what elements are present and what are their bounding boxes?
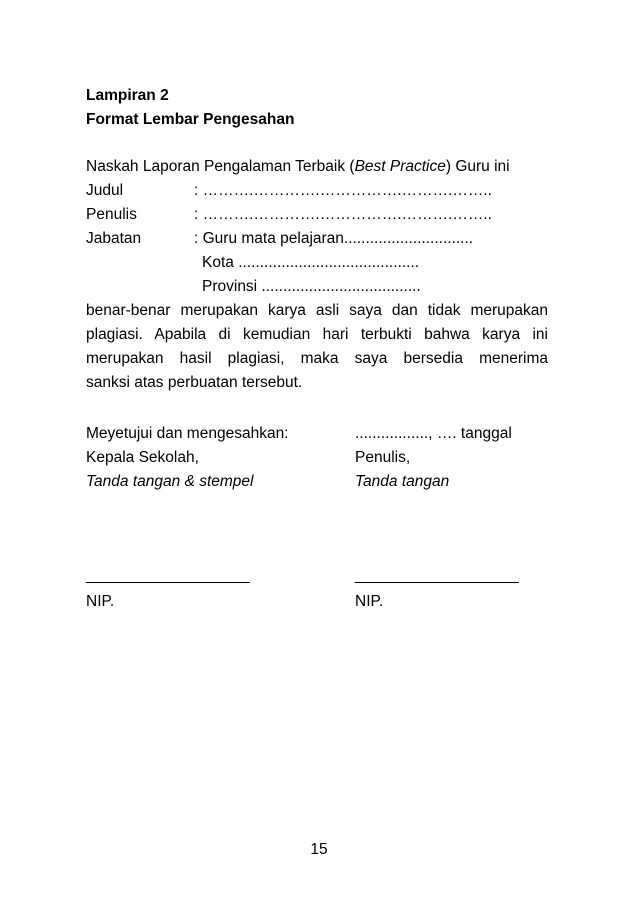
statement-line-3: merupakan hasil plagiasi, maka saya bersedia menerima (86, 350, 548, 367)
intro-text-before: Naskah Laporan Pengalaman Terbaik ( (86, 158, 355, 175)
statement-line-2: plagiasi. Apabila di kemudian hari terbukti bahwa karya ini (86, 326, 548, 343)
field-penulis (86, 205, 492, 225)
jabatan-label: Jabatan (86, 230, 142, 247)
judul-label: Judul (86, 182, 124, 199)
field-judul (86, 181, 492, 201)
author-role: Penulis, (355, 449, 411, 466)
form-subtitle: Format Lembar Pengesahan (86, 111, 295, 128)
intro-line (86, 157, 510, 177)
field-jabatan (86, 229, 473, 249)
statement-line-1: benar-benar merupakan karya asli saya dan tidak merupakan (86, 302, 548, 319)
jabatan-value: : Guru mata pelajaran.............................. (194, 230, 474, 247)
judul-value: : ……….………….…………….……….…….. (194, 182, 492, 199)
place-date: ................., …. tanggal (355, 425, 512, 442)
author-signature-line: ___________________ (355, 567, 519, 584)
intro-text-after: ) Guru ini (445, 158, 510, 175)
principal-signature-line: ___________________ (86, 567, 250, 584)
statement-line-4: sanksi atas perbuatan tersebut. (86, 374, 303, 391)
author-sign-note: Tanda tangan (355, 473, 450, 490)
intro-text-italic: Best Practice (354, 158, 446, 175)
author-nip: NIP. (355, 593, 384, 610)
field-provinsi: Provinsi ..................................... (202, 278, 421, 295)
penulis-label: Penulis (86, 206, 137, 223)
principal-nip: NIP. (86, 593, 115, 610)
principal-sign-note: Tanda tangan & stempel (86, 473, 254, 490)
appendix-title: Lampiran 2 (86, 87, 169, 104)
approval-intro: Meyetujui dan mengesahkan: (86, 425, 289, 442)
page-number: 15 (310, 841, 328, 858)
principal-role: Kepala Sekolah, (86, 449, 199, 466)
penulis-value: : ……….………….…………….……….…….. (194, 206, 492, 223)
field-kota: Kota .......................................... (202, 254, 420, 271)
